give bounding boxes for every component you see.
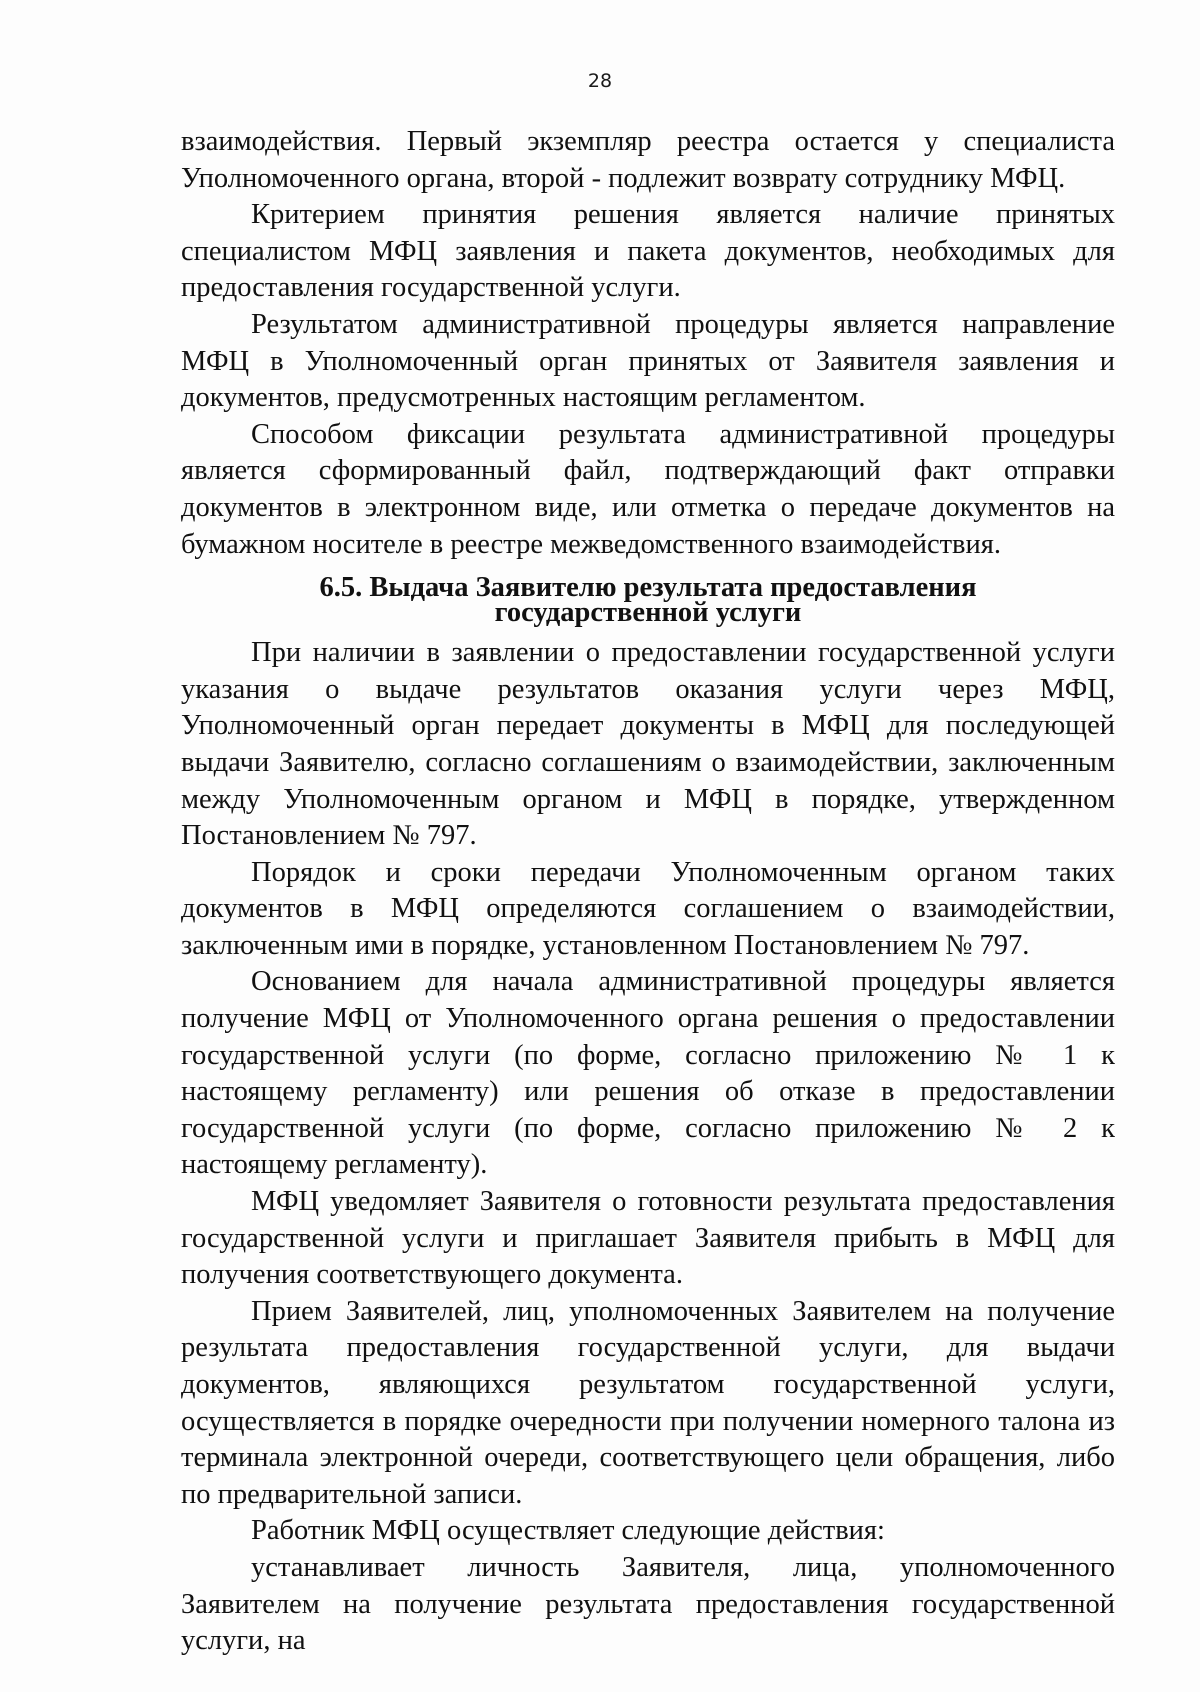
paragraph-transfer-terms: Порядок и сроки передачи Уполномоченным органом таких документов в МФЦ определяются соглашением о взаимодействии, заключенным ими в порядке, установленном Постановлением № 797.: [181, 856, 1115, 961]
section-heading-line-2: государственной услуги: [494, 597, 802, 629]
page-number: 28: [587, 70, 613, 92]
paragraph-decision-criterion: Критерием принятия решения является наличие принятых специалистом МФЦ заявления и пакета документов, необходимых для предоставления государственной услуги.: [181, 199, 1115, 304]
paragraph-notification: МФЦ уведомляет Заявителя о готовности результата предоставления государственной услуги и приглашает Заявителя прибыть в МФЦ для получения соответствующего документа.: [181, 1186, 1115, 1291]
paragraph-worker-actions: Работник МФЦ осуществляет следующие действия:: [251, 1515, 885, 1547]
paragraph-reception-order: Прием Заявителей, лиц, уполномоченных Заявителем на получение результата предоставления государственной услуги, для выдачи документов, являющихся результатом государственной услуги, осуществляется в порядке очередности при получении номерного талона из терминала электронной очереди, соответствующего цели обращения, либо по предварительной записи.: [181, 1295, 1115, 1510]
document-body: [181, 124, 1115, 1660]
paragraph-fixation-method: Способом фиксации результата административной процедуры является сформированный файл, подтверждающий факт отправки документов в электронном виде, или отметка о передаче документов на бумажном носителе в реестре межведомственного взаимодействия.: [181, 418, 1115, 560]
paragraph-continuation: взаимодействия. Первый экземпляр реестра остается у специалиста Уполномоченного органа, второй - подлежит возврату сотруднику МФЦ.: [181, 126, 1115, 194]
paragraph-identity-check: устанавливает личность Заявителя, лица, уполномоченного Заявителем на получение результата предоставления государственной услуги, на: [181, 1551, 1115, 1657]
section-heading: [181, 572, 1115, 629]
paragraph-procedure-basis: Основанием для начала административной процедуры является получение МФЦ от Уполномоченного органа решения о предоставлении государственной услуги (по форме, согласно приложению № 1 к настоящему регламенту) или решения об отказе в предоставлении государственной услуги (по форме, согласно приложению № 2 к настоящему регламенту).: [181, 966, 1115, 1181]
paragraph-transfer-to-mfc: При наличии в заявлении о предоставлении государственной услуги указания о выдаче результатов оказания услуги через МФЦ, Уполномоченный орган передает документы в МФЦ для последующей выдачи Заявителю, согласно соглашениям о взаимодействии, заключенным между Уполномоченным органом и МФЦ в порядке, утвержденном Постановлением № 797.: [181, 637, 1115, 852]
paragraph-procedure-result: Результатом административной процедуры является направление МФЦ в Уполномоченный орган принятых от Заявителя заявления и документов, предусмотренных настоящим регламентом.: [181, 308, 1115, 414]
section-heading-line-1: 6.5. Выдача Заявителю результата предоставления: [319, 572, 977, 604]
